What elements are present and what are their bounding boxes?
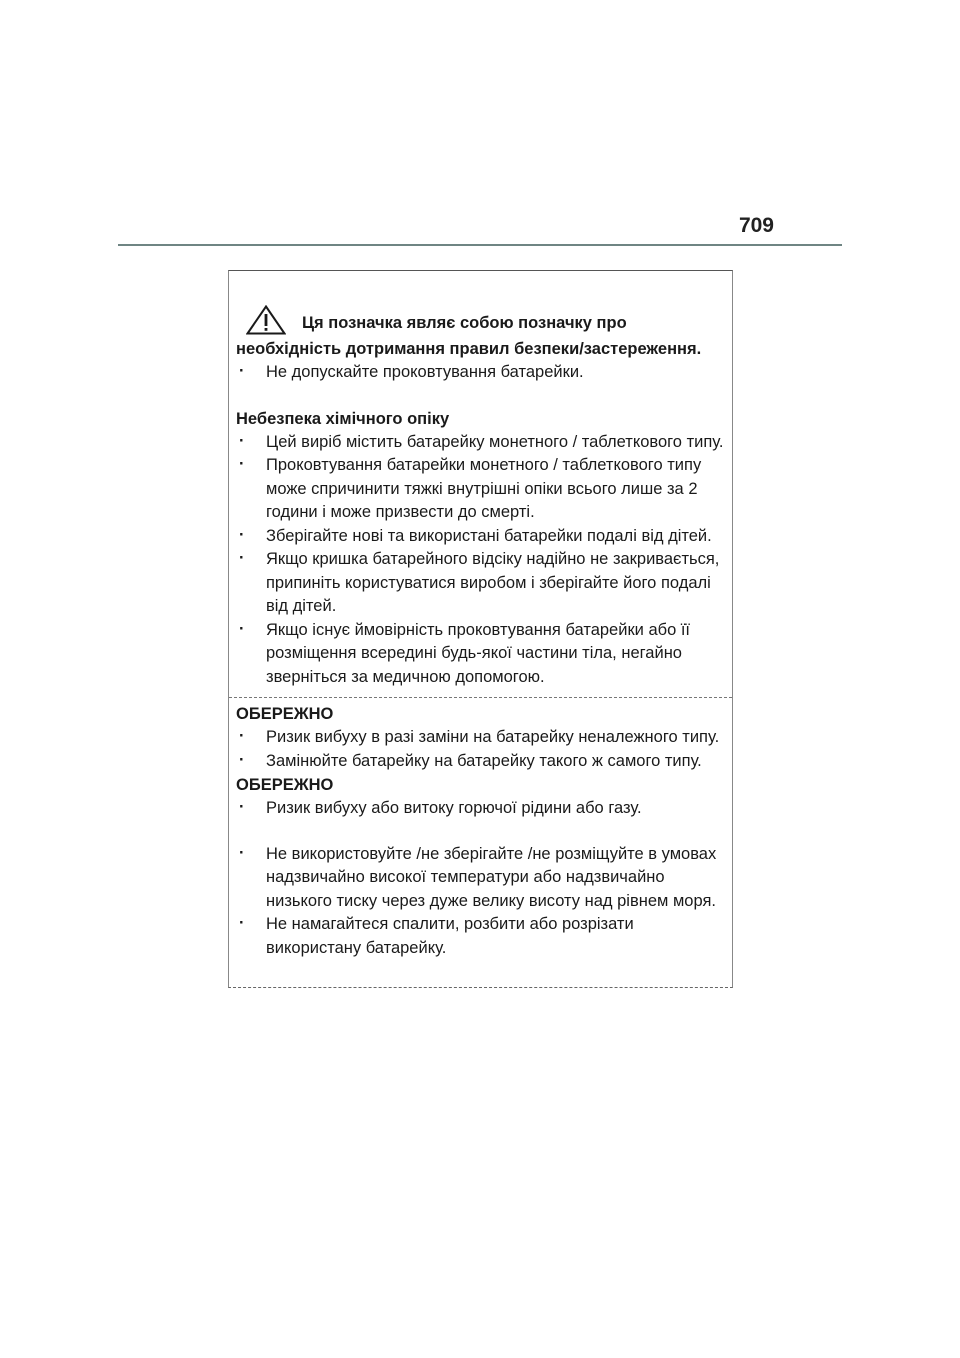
warning-section xyxy=(236,305,731,689)
warning-title-line1: Ця позначка являє собою позначку про xyxy=(302,314,627,332)
caution-bullet: · Ризик вибуху або витоку горючої рідини або газу. xyxy=(236,797,731,821)
hazard-bullet: · Проковтування батарейки монетного / таблеткового типу може спричинити тяжкі внутрішні опіки всього лише за 2 години і може призвести до смерті. xyxy=(236,454,731,525)
warning-box xyxy=(228,270,733,988)
page-number: 709 xyxy=(738,214,774,237)
caution-heading: ОБЕРЕЖНО xyxy=(236,705,334,723)
intro-bullet: · Не допускайте проковтування батарейки. xyxy=(236,361,731,385)
hazard-bullet: · Зберігайте нові та використані батарейки подалі від дітей. xyxy=(236,525,731,549)
warning-title-row xyxy=(236,305,731,335)
caution-bullet: · Ризик вибуху в разі заміни на батарейку неналежного типу. xyxy=(236,726,731,750)
hazard-bullet: · Якщо існує ймовірність проковтування батарейки або її розміщення всередині будь-якої частини тіла, негайно зверніться за медичною допомогою. xyxy=(236,619,731,690)
section-divider xyxy=(229,697,732,698)
caution-bullet: · Замінюйте батарейку на батарейку такого ж самого типу. xyxy=(236,750,731,774)
caution-bullet: · Не намагайтеся спалити, розбити або розрізати використану батарейку. xyxy=(236,913,731,960)
warning-triangle-icon xyxy=(246,305,286,335)
hazard-bullet: · Якщо кришка батарейного відсіку надійно не закривається, припиніть користуватися виробом і зберігайте його подалі від дітей. xyxy=(236,548,731,619)
caution-heading: ОБЕРЕЖНО xyxy=(236,776,334,794)
warning-title-line2: необхідність дотримання правил безпеки/застереження. xyxy=(236,340,702,358)
caution-bullet: · Не використовуйте /не зберігайте /не розміщуйте в умовах надзвичайно високої температури або надзвичайно низького тиску через дуже велику висоту над рівнем моря. xyxy=(236,843,731,914)
header-rule xyxy=(118,244,842,246)
hazard-heading: Небезпека хімічного опіку xyxy=(236,409,450,428)
hazard-bullet: · Цей виріб містить батарейку монетного / таблеткового типу. xyxy=(236,431,731,455)
caution-section xyxy=(236,702,731,960)
